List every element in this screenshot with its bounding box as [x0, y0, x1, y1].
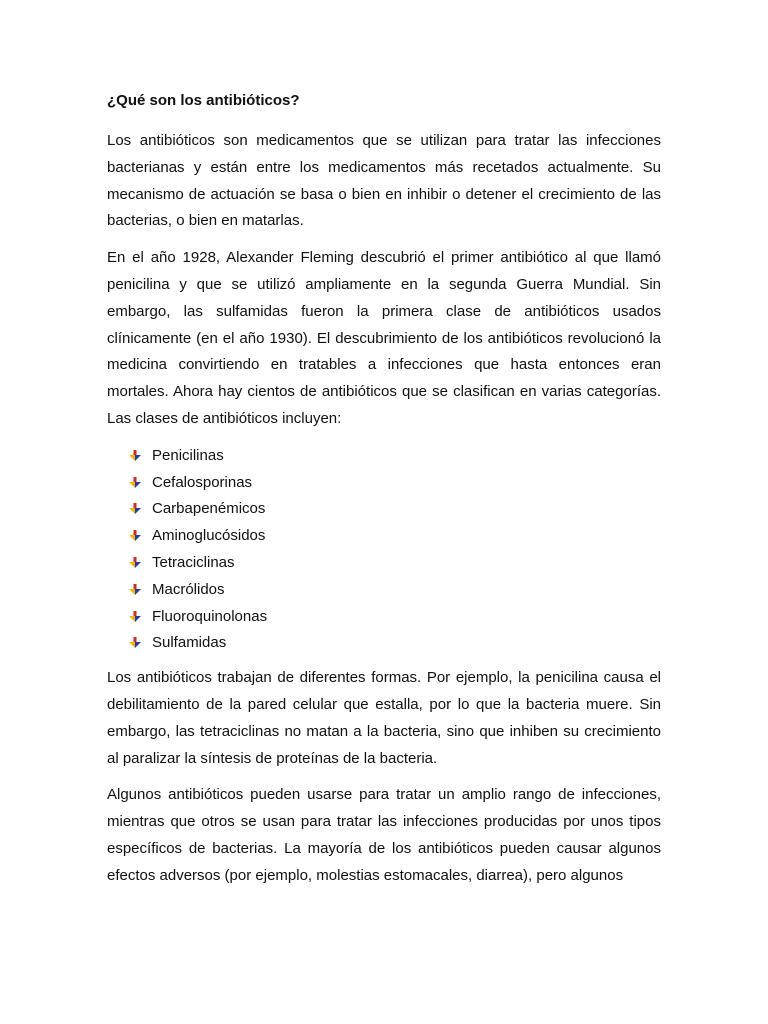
paragraph-spectrum: Algunos antibióticos pueden usarse para tratar un amplio rango de infecciones, mientras que otros se usan para tratar las infecciones producidas por unos tipos específicos de bacterias. La mayoría de los antibióticos pueden causar algunos efectos adversos (por ejemplo, molestias estomacales, diarrea), pero algunos	[107, 786, 661, 884]
list-item	[129, 443, 661, 470]
paragraph-history: En el año 1928, Alexander Fleming descubrió el primer antibiótico al que llamó penicilina y que se utilizó ampliamente en la segunda Guerra Mundial. Sin embargo, las sulfamidas fueron la primera clase de antibióticos usados clínicamente (en el año 1930). El descubrimiento de los antibióticos revolucionó la medicina convirtiendo en tratables a infecciones que hasta entonces eran mortales. Ahora hay cientos de antibióticos que se clasifican en varias categorías. Las clases de antibióticos incluyen:	[107, 249, 661, 427]
list-item-label: Carbapenémicos	[152, 500, 266, 518]
arrow-down-bullet-icon	[129, 530, 141, 542]
paragraph-intro: Los antibióticos son medicamentos que se utilizan para tratar las infecciones bacterianas y están entre los medicamentos más recetados actualmente. Su mecanismo de actuación se basa o bien en inhibir o detener el crecimiento de las bacterias, o bien en matarlas.	[107, 132, 661, 230]
list-item	[129, 523, 661, 550]
list-item-label: Macrólidos	[152, 580, 225, 598]
list-item-label: Cefalosporinas	[152, 473, 253, 491]
list-item-label: Sulfamidas	[152, 634, 227, 652]
arrow-down-bullet-icon	[129, 450, 141, 462]
list-item	[129, 470, 661, 497]
page-title: ¿Qué son los antibióticos?	[107, 92, 300, 109]
list-item	[129, 577, 661, 604]
list-item-label: Penicilinas	[152, 446, 224, 464]
arrow-down-bullet-icon	[129, 611, 141, 623]
arrow-down-bullet-icon	[129, 637, 141, 649]
arrow-down-bullet-icon	[129, 503, 141, 515]
list-item	[129, 550, 661, 577]
list-item	[129, 496, 661, 523]
list-item	[129, 604, 661, 631]
paragraph-mechanism: Los antibióticos trabajan de diferentes formas. Por ejemplo, la penicilina causa el debilitamiento de la pared celular que estalla, por lo que la bacteria muere. Sin embargo, las tetraciclinas no matan a la bacteria, sino que inhiben su crecimiento al paralizar la síntesis de proteínas de la bacteria.	[107, 669, 661, 767]
antibiotic-classes-list	[107, 443, 661, 657]
arrow-down-bullet-icon	[129, 477, 141, 489]
list-item	[129, 630, 661, 657]
list-item-label: Tetraciclinas	[152, 553, 235, 571]
list-item-label: Aminoglucósidos	[152, 527, 266, 545]
arrow-down-bullet-icon	[129, 584, 141, 596]
document-page	[107, 88, 661, 900]
arrow-down-bullet-icon	[129, 557, 141, 569]
list-item-label: Fluoroquinolonas	[152, 607, 268, 625]
